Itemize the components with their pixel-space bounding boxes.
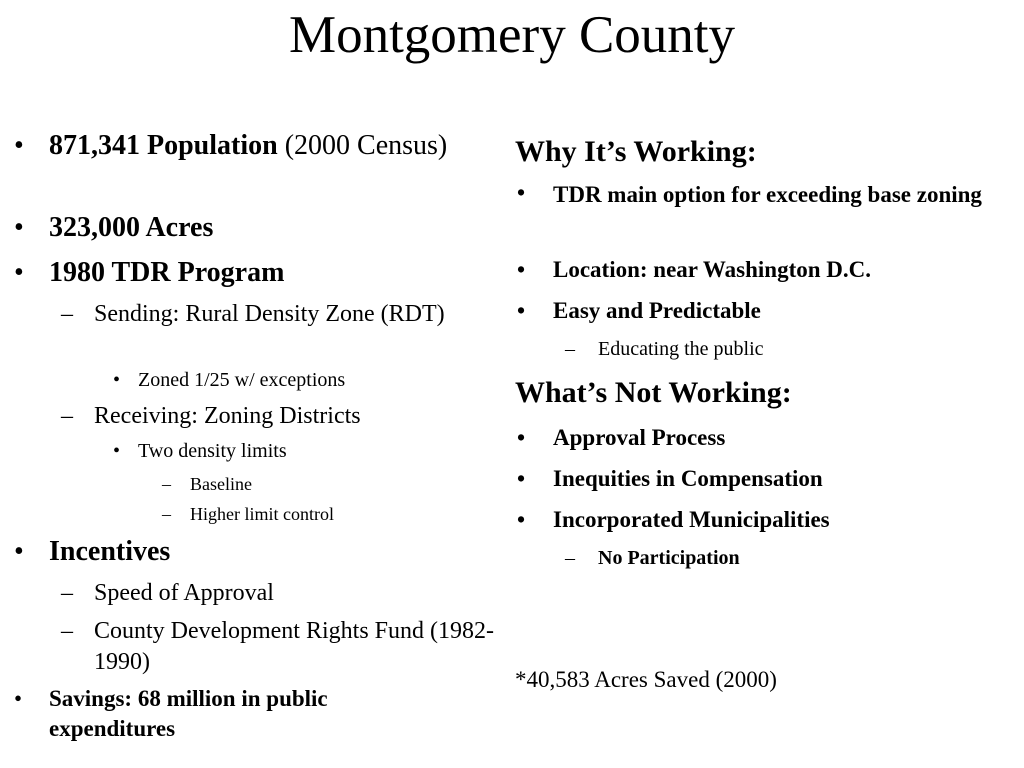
bullet-icon: • — [517, 298, 526, 323]
program-item: 1980 TDR Program — [49, 257, 285, 288]
population-item — [49, 130, 459, 162]
bullet-icon: • — [517, 507, 526, 532]
bullet-icon: • — [517, 425, 526, 450]
bullet-icon: • — [517, 257, 526, 282]
slide-title: Montgomery County — [288, 6, 736, 64]
population-value: 871,341 Population — [49, 130, 278, 161]
dash-icon: – — [61, 403, 73, 429]
bullet-icon: • — [113, 440, 121, 462]
dash-icon: – — [61, 618, 73, 644]
educating-item: Educating the public — [598, 338, 764, 360]
two-limits-item: Two density limits — [138, 440, 287, 462]
bullet-icon: • — [14, 212, 24, 243]
working-item: Easy and Predictable — [553, 298, 761, 323]
bullet-icon: • — [14, 130, 24, 161]
no-participation-item: No Participation — [598, 547, 740, 569]
working-item: Location: near Washington D.C. — [553, 257, 872, 282]
bullet-icon: • — [14, 686, 23, 711]
not-working-item: Inequities in Compensation — [553, 466, 823, 491]
dash-icon: – — [162, 474, 171, 494]
bullet-icon: • — [113, 369, 121, 391]
working-item: TDR main option for exceeding base zoning — [553, 182, 982, 207]
dash-icon: – — [565, 547, 575, 569]
not-working-item: Incorporated Municipalities — [553, 507, 830, 532]
dash-icon: – — [61, 301, 73, 327]
dash-icon: – — [565, 338, 575, 360]
working-heading: Why It’s Working: — [515, 135, 757, 168]
zoned-item: Zoned 1/25 w/ exceptions — [138, 369, 346, 391]
bullet-icon: • — [14, 536, 24, 567]
bullet-icon: • — [14, 257, 24, 288]
bullet-icon: • — [517, 466, 526, 491]
not-working-item: Approval Process — [553, 425, 726, 450]
dash-icon: – — [61, 580, 73, 606]
savings-item: Savings: 68 million in public expenditures — [49, 686, 328, 741]
not-working-heading: What’s Not Working: — [515, 376, 792, 409]
acres-item: 323,000 Acres — [49, 212, 214, 243]
acres-saved-footnote: *40,583 Acres Saved (2000) — [515, 667, 777, 692]
dash-icon: – — [162, 504, 171, 524]
higher-limit-item: Higher limit control — [190, 504, 334, 524]
baseline-item: Baseline — [190, 474, 252, 494]
population-source: (2000 Census) — [277, 130, 448, 161]
fund-item: County Development Rights Fund (1982-1990) — [94, 618, 494, 675]
incentives-item: Incentives — [49, 536, 171, 567]
speed-item: Speed of Approval — [94, 580, 274, 606]
receiving-item: Receiving: Zoning Districts — [94, 403, 361, 429]
sending-item: Sending: Rural Density Zone (RDT) — [94, 301, 445, 327]
bullet-icon: • — [517, 180, 526, 205]
